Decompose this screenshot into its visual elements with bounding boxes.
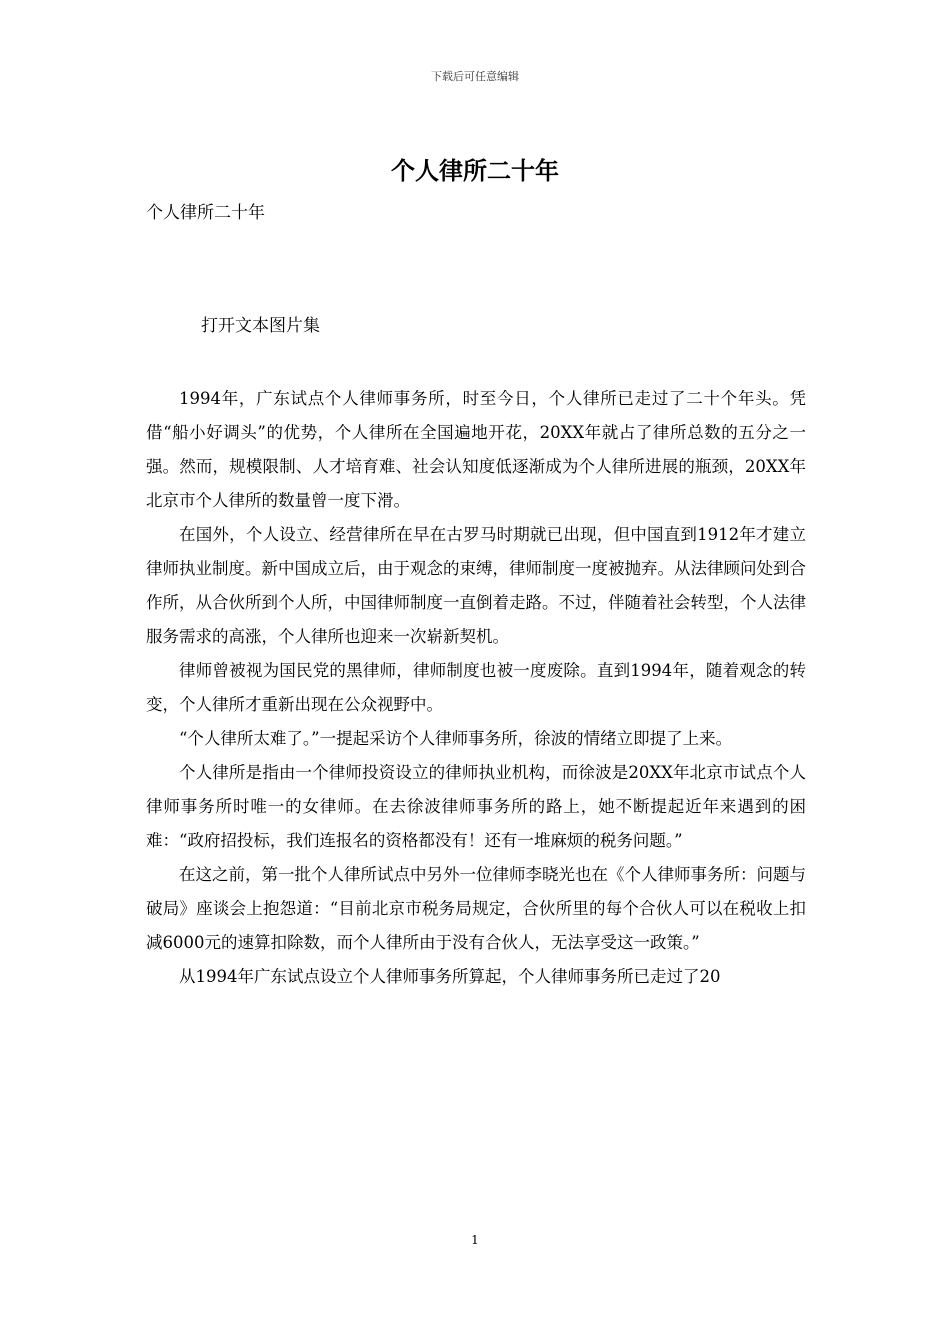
document-title: 个人律所二十年	[391, 156, 559, 185]
paragraph: 在这之前，第一批个人律所试点中另外一位律师李晓光也在《个人律师事务所：问题与破局》座谈会上抱怨道：“目前北京市税务局规定，合伙所里的每个合伙人可以在税收上扣减6000元的速算扣除数，而个人律所由于没有合伙人，无法享受这一政策。”	[146, 865, 806, 952]
image-gallery-caption: 打开文本图片集	[201, 316, 320, 336]
page-number: 1	[471, 1233, 479, 1247]
article-body	[146, 382, 806, 994]
paragraph: 个人律所是指由一个律师投资设立的律师执业机构，而徐波是20XX年北京市试点个人律师事务所时唯一的女律师。在去徐波律师事务所的路上，她不断提起近年来遇到的困难：“政府招投标，我们连报名的资格都没有！还有一堆麻烦的税务问题。”	[146, 763, 806, 850]
paragraph: “个人律所太难了。”一提起采访个人律师事务所，徐波的情绪立即提了上来。	[179, 729, 733, 748]
paragraph: 律师曾被视为国民党的黑律师，律师制度也被一度废除。直到1994年，随着观念的转变，个人律所才重新出现在公众视野中。	[146, 661, 806, 714]
document-subtitle: 个人律所二十年	[146, 203, 265, 223]
paragraph: 在国外，个人设立、经营律所在早在古罗马时期就已出现，但中国直到1912年才建立律师执业制度。新中国成立后，由于观念的束缚，律师制度一度被抛弃。从法律顾问处到合作所，从合伙所到个人所，中国律师制度一直倒着走路。不过，伴随着社会转型，个人法律服务需求的高涨，个人律所也迎来一次崭新契机。	[146, 525, 806, 646]
paragraph: 从1994年广东试点设立个人律师事务所算起，个人律师事务所已走过了20	[179, 967, 721, 986]
paragraph: 1994年，广东试点个人律师事务所，时至今日，个人律所已走过了二十个年头。凭借“船小好调头”的优势，个人律所在全国遍地开花，20XX年就占了律所总数的五分之一强。然而，规模限制、人才培育难、社会认知度低逐渐成为个人律所进展的瓶颈，20XX年北京市个人律所的数量曾一度下滑。	[146, 389, 806, 510]
page-header-note: 下载后可任意编辑	[431, 70, 519, 83]
